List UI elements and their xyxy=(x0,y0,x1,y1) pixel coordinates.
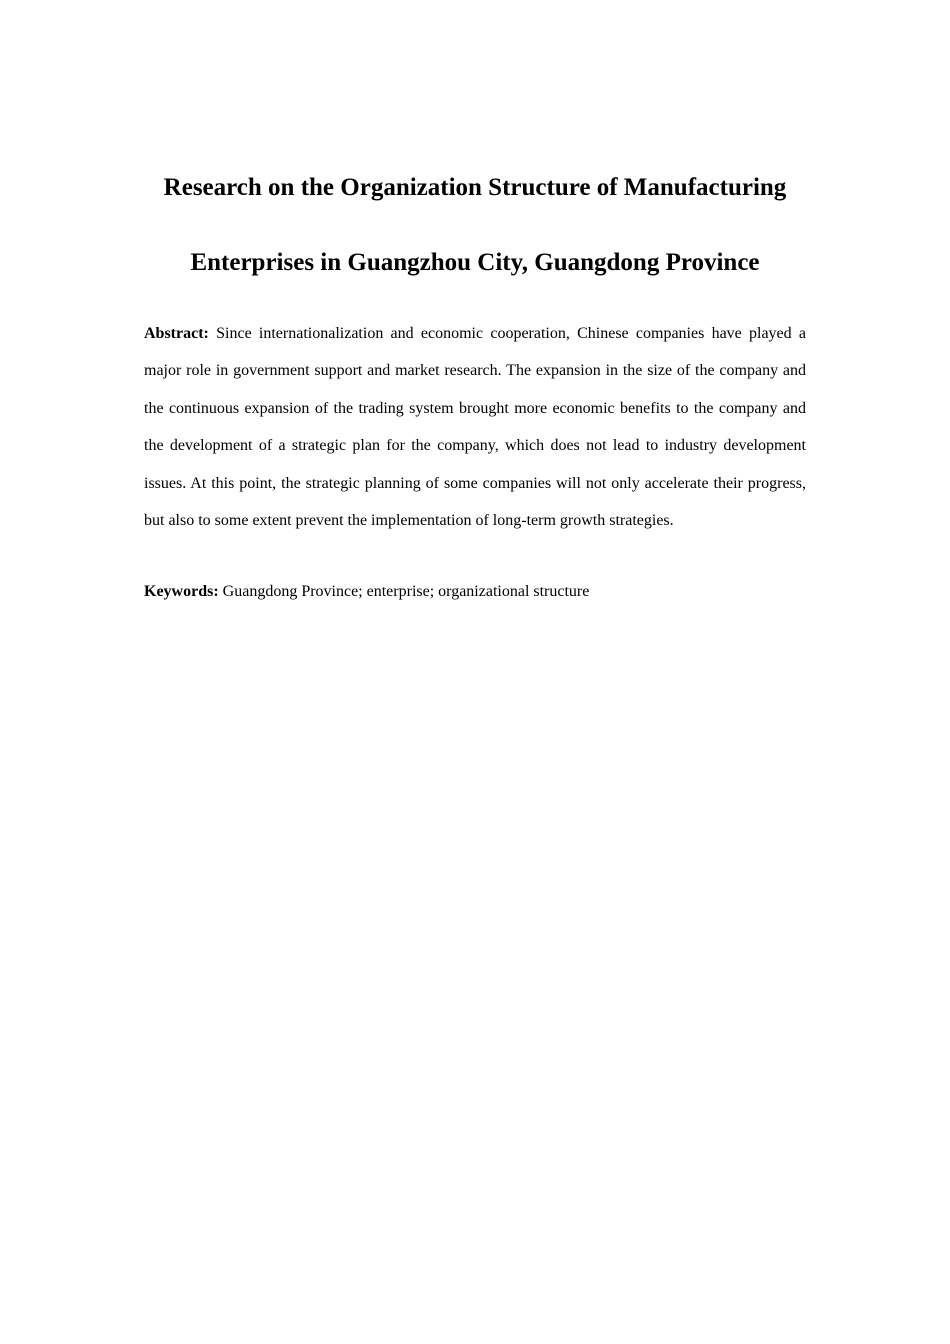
abstract-text: Since internationalization and economic cooperation, Chinese companies have played a major role in government support and market research. The expansion in the size of the company and the continuous expansion of the trading system brought more economic benefits to the company and the development of a strategic plan for the company, which does not lead to industry development issues. At this point, the strategic planning of some companies will not only accelerate their progress, but also to some extent prevent the implementation of long-term growth strategies. xyxy=(144,325,807,530)
keywords-label: Keywords: xyxy=(144,583,223,600)
paper-title-line-2: Enterprises in Guangzhou City, Guangdong Province xyxy=(190,249,760,276)
keywords-text: Guangdong Province; enterprise; organizational structure xyxy=(222,583,590,600)
abstract-label: Abstract: xyxy=(144,325,217,342)
paper-title-line-1: Research on the Organization Structure of Manufacturing xyxy=(163,174,787,201)
keywords-paragraph xyxy=(144,580,806,604)
abstract-paragraph xyxy=(144,315,806,539)
paper-title xyxy=(0,150,950,300)
